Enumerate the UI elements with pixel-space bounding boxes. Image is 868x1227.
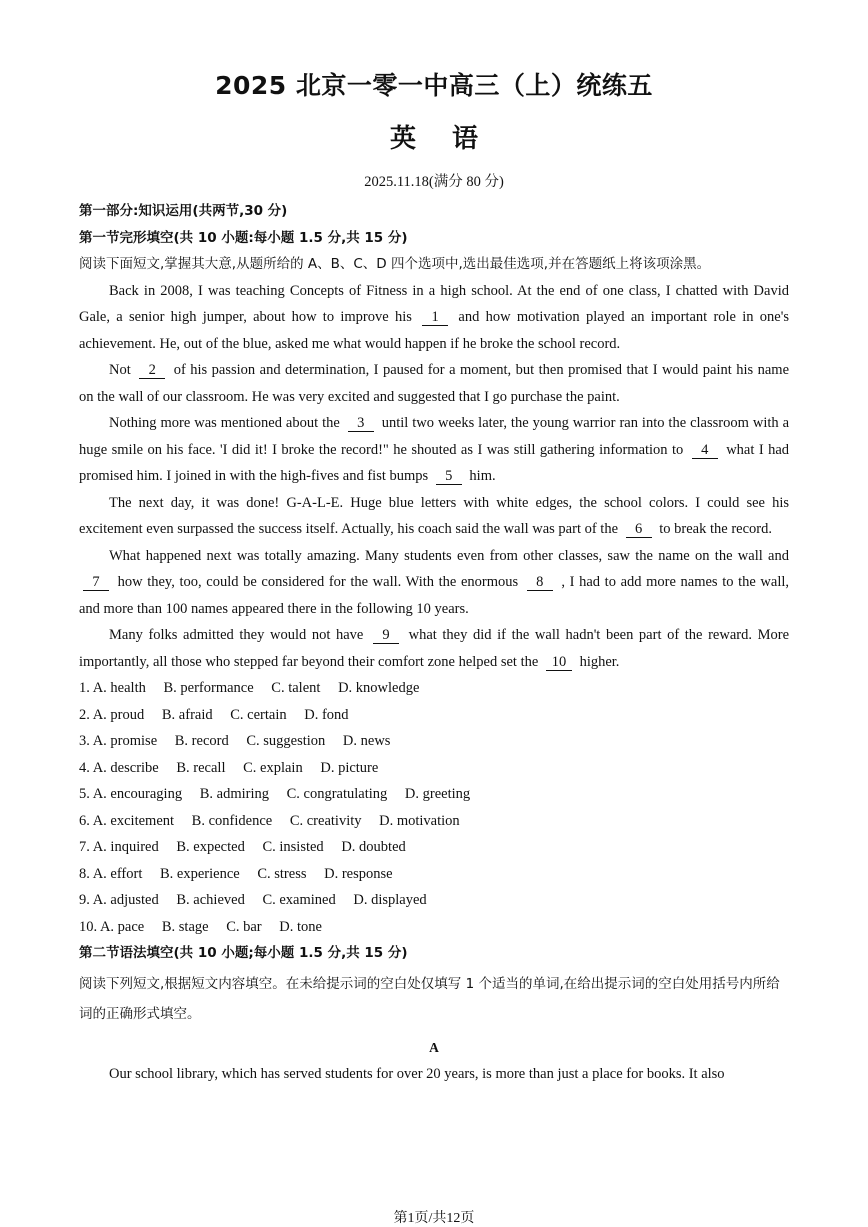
option-d: D. doubted (341, 839, 406, 855)
part1-heading: 第一部分:知识运用(共两节,30 分) (79, 203, 288, 219)
option-a: A. describe (92, 759, 159, 776)
option-b: B. record (174, 733, 229, 749)
question-options (79, 702, 789, 729)
exam-date: 2025.11.18(满分 80 分) (364, 174, 504, 190)
section1-heading: 第一节完形填空(共 10 小题:每小题 1.5 分,共 15 分) (79, 229, 408, 246)
passage-paragraph (79, 490, 789, 543)
option-a: A. promise (92, 733, 158, 749)
section2-heading: 第二节语法填空(共 10 小题;每小题 1.5 分,共 15 分) (79, 945, 408, 961)
option-c: C. talent (271, 680, 321, 696)
passage-text: what they did if the wall hadn't been part of the reward. More importantly, all those who stepped far beyond their comfort zone helped set the (79, 627, 790, 670)
cloze-options (79, 675, 789, 940)
passage-text: higher. (579, 653, 620, 670)
option-d: D. tone (279, 918, 322, 935)
option-a: A. excitement (92, 812, 175, 829)
option-a: A. effort (92, 865, 143, 882)
question-number: 4. (79, 759, 90, 776)
passage-text: until two weeks later, the young warrior ran into the classroom with a huge smile on his face. 'I did it! I broke the record!" he shouted as I was still gathering information to (79, 415, 790, 458)
option-d: D. displayed (353, 892, 427, 908)
blank-number: 1 (422, 309, 448, 326)
blank-number: 6 (626, 521, 652, 538)
option-b: B. admiring (199, 786, 269, 802)
question-options (79, 781, 789, 808)
blank-number: 5 (436, 468, 462, 485)
passage-text: how they, too, could be considered for the wall. With the enormous (117, 574, 519, 590)
option-b: B. stage (161, 918, 209, 935)
option-d: D. response (324, 865, 393, 882)
option-d: D. motivation (379, 812, 460, 829)
exam-content (79, 198, 789, 1088)
option-d: D. knowledge (338, 680, 420, 696)
question-number: 5. (79, 786, 90, 802)
passage-paragraph (79, 622, 789, 675)
option-c: C. creativity (289, 812, 362, 829)
question-options (79, 887, 789, 914)
blank-number: 3 (348, 415, 374, 432)
question-number: 2. (79, 706, 90, 723)
blank-number: 7 (83, 574, 109, 591)
cloze-passage (79, 278, 789, 676)
question-number: 6. (79, 812, 90, 829)
question-options (79, 808, 789, 835)
blank-number: 2 (139, 362, 165, 379)
passage-paragraph (79, 278, 789, 358)
option-b: B. performance (163, 680, 254, 696)
question-number: 8. (79, 865, 90, 882)
question-options (79, 755, 789, 782)
passage-text: Back in 2008, I was teaching Concepts of Fitness in a high school. At the end of one class, I chatted with David Gale, a senior high jumper, about how to improve his (79, 282, 789, 325)
passage-text: Not (109, 362, 131, 378)
option-c: C. bar (226, 918, 262, 935)
passage-paragraph (79, 357, 789, 410)
question-options (79, 728, 789, 755)
passage-paragraph (79, 410, 789, 490)
question-options (79, 914, 789, 941)
option-b: B. afraid (161, 706, 213, 723)
passage-text: of his passion and determination, I paused for a moment, but then promised that I would paint his name on the wall of our classroom. He was very excited and suggested that I go purchase the paint. (79, 362, 790, 405)
section1-instruction: 阅读下面短文,掌握其大意,从题所给的 A、B、C、D 四个选项中,选出最佳选项,并在答题纸上将该项涂黑。 (79, 256, 711, 272)
option-b: B. expected (176, 839, 245, 855)
option-c: C. congratulating (286, 786, 388, 802)
passage-label: A (429, 1039, 439, 1055)
passage-paragraph (79, 543, 789, 623)
page-footer: 第1页/共12页 (393, 1211, 475, 1226)
option-a: A. proud (92, 706, 145, 723)
grammar-passage-start: Our school library, which has served students for over 20 years, is more than just a place for books. It also (109, 1066, 725, 1082)
option-d: D. news (342, 733, 391, 749)
option-a: A. adjusted (92, 892, 159, 908)
option-b: B. confidence (191, 812, 273, 829)
option-c: C. insisted (262, 839, 324, 855)
option-a: A. health (92, 680, 146, 696)
question-options (79, 675, 789, 702)
option-a: A. inquired (92, 839, 159, 855)
passage-text: Nothing more was mentioned about the (109, 415, 340, 431)
option-a: A. encouraging (92, 786, 183, 802)
option-d: D. picture (320, 759, 379, 776)
question-number: 7. (79, 839, 90, 855)
passage-text: The next day, it was done! G-A-L-E. Huge blue letters with white edges, the school colors. I could see his excitement even surpassed the success itself. Actually, his coach said the wall was part of the (79, 494, 789, 537)
section2-instruction: 阅读下列短文,根据短文内容填空。在未给提示词的空白处仅填写 1 个适当的单词,在给出提示词的空白处用括号内所给词的正确形式填空。 (79, 975, 780, 1022)
question-number: 9. (79, 892, 90, 908)
option-c: C. certain (230, 706, 287, 723)
passage-text: Many folks admitted they would not have (109, 627, 364, 643)
option-d: D. fond (304, 706, 349, 723)
passage-text: to break the record. (659, 521, 772, 537)
question-number: 3. (79, 733, 90, 749)
option-b: B. experience (160, 865, 240, 882)
option-d: D. greeting (404, 786, 471, 802)
option-c: C. explain (243, 759, 303, 776)
option-a: A. pace (99, 918, 145, 935)
subject-title: 英语 (389, 124, 514, 154)
passage-text: , I had to add more names to the wall, and more than 100 names appeared there in the following 10 years. (79, 574, 790, 617)
option-c: C. examined (262, 892, 336, 908)
question-number: 10. (79, 918, 98, 935)
question-options (79, 834, 789, 861)
question-options (79, 861, 789, 888)
blank-number: 9 (373, 627, 399, 644)
option-b: B. recall (176, 759, 226, 776)
passage-text: what I had promised him. I joined in with the high-fives and fist bumps (79, 441, 790, 484)
blank-number: 8 (527, 574, 553, 591)
passage-text: and how motivation played an important role in one's achievement. He, out of the blue, asked me what would happen if he broke the school record. (79, 309, 789, 352)
blank-number: 4 (692, 442, 718, 459)
passage-text: What happened next was totally amazing. Many students even from other classes, saw the name on the wall and (109, 547, 789, 564)
option-c: C. suggestion (246, 733, 326, 749)
option-b: B. achieved (176, 892, 245, 908)
passage-text: him. (469, 468, 496, 484)
question-number: 1. (79, 680, 90, 696)
exam-title: 2025 北京一零一中高三（上）统练五 (215, 71, 653, 100)
blank-number: 10 (546, 654, 572, 671)
option-c: C. stress (257, 865, 307, 882)
